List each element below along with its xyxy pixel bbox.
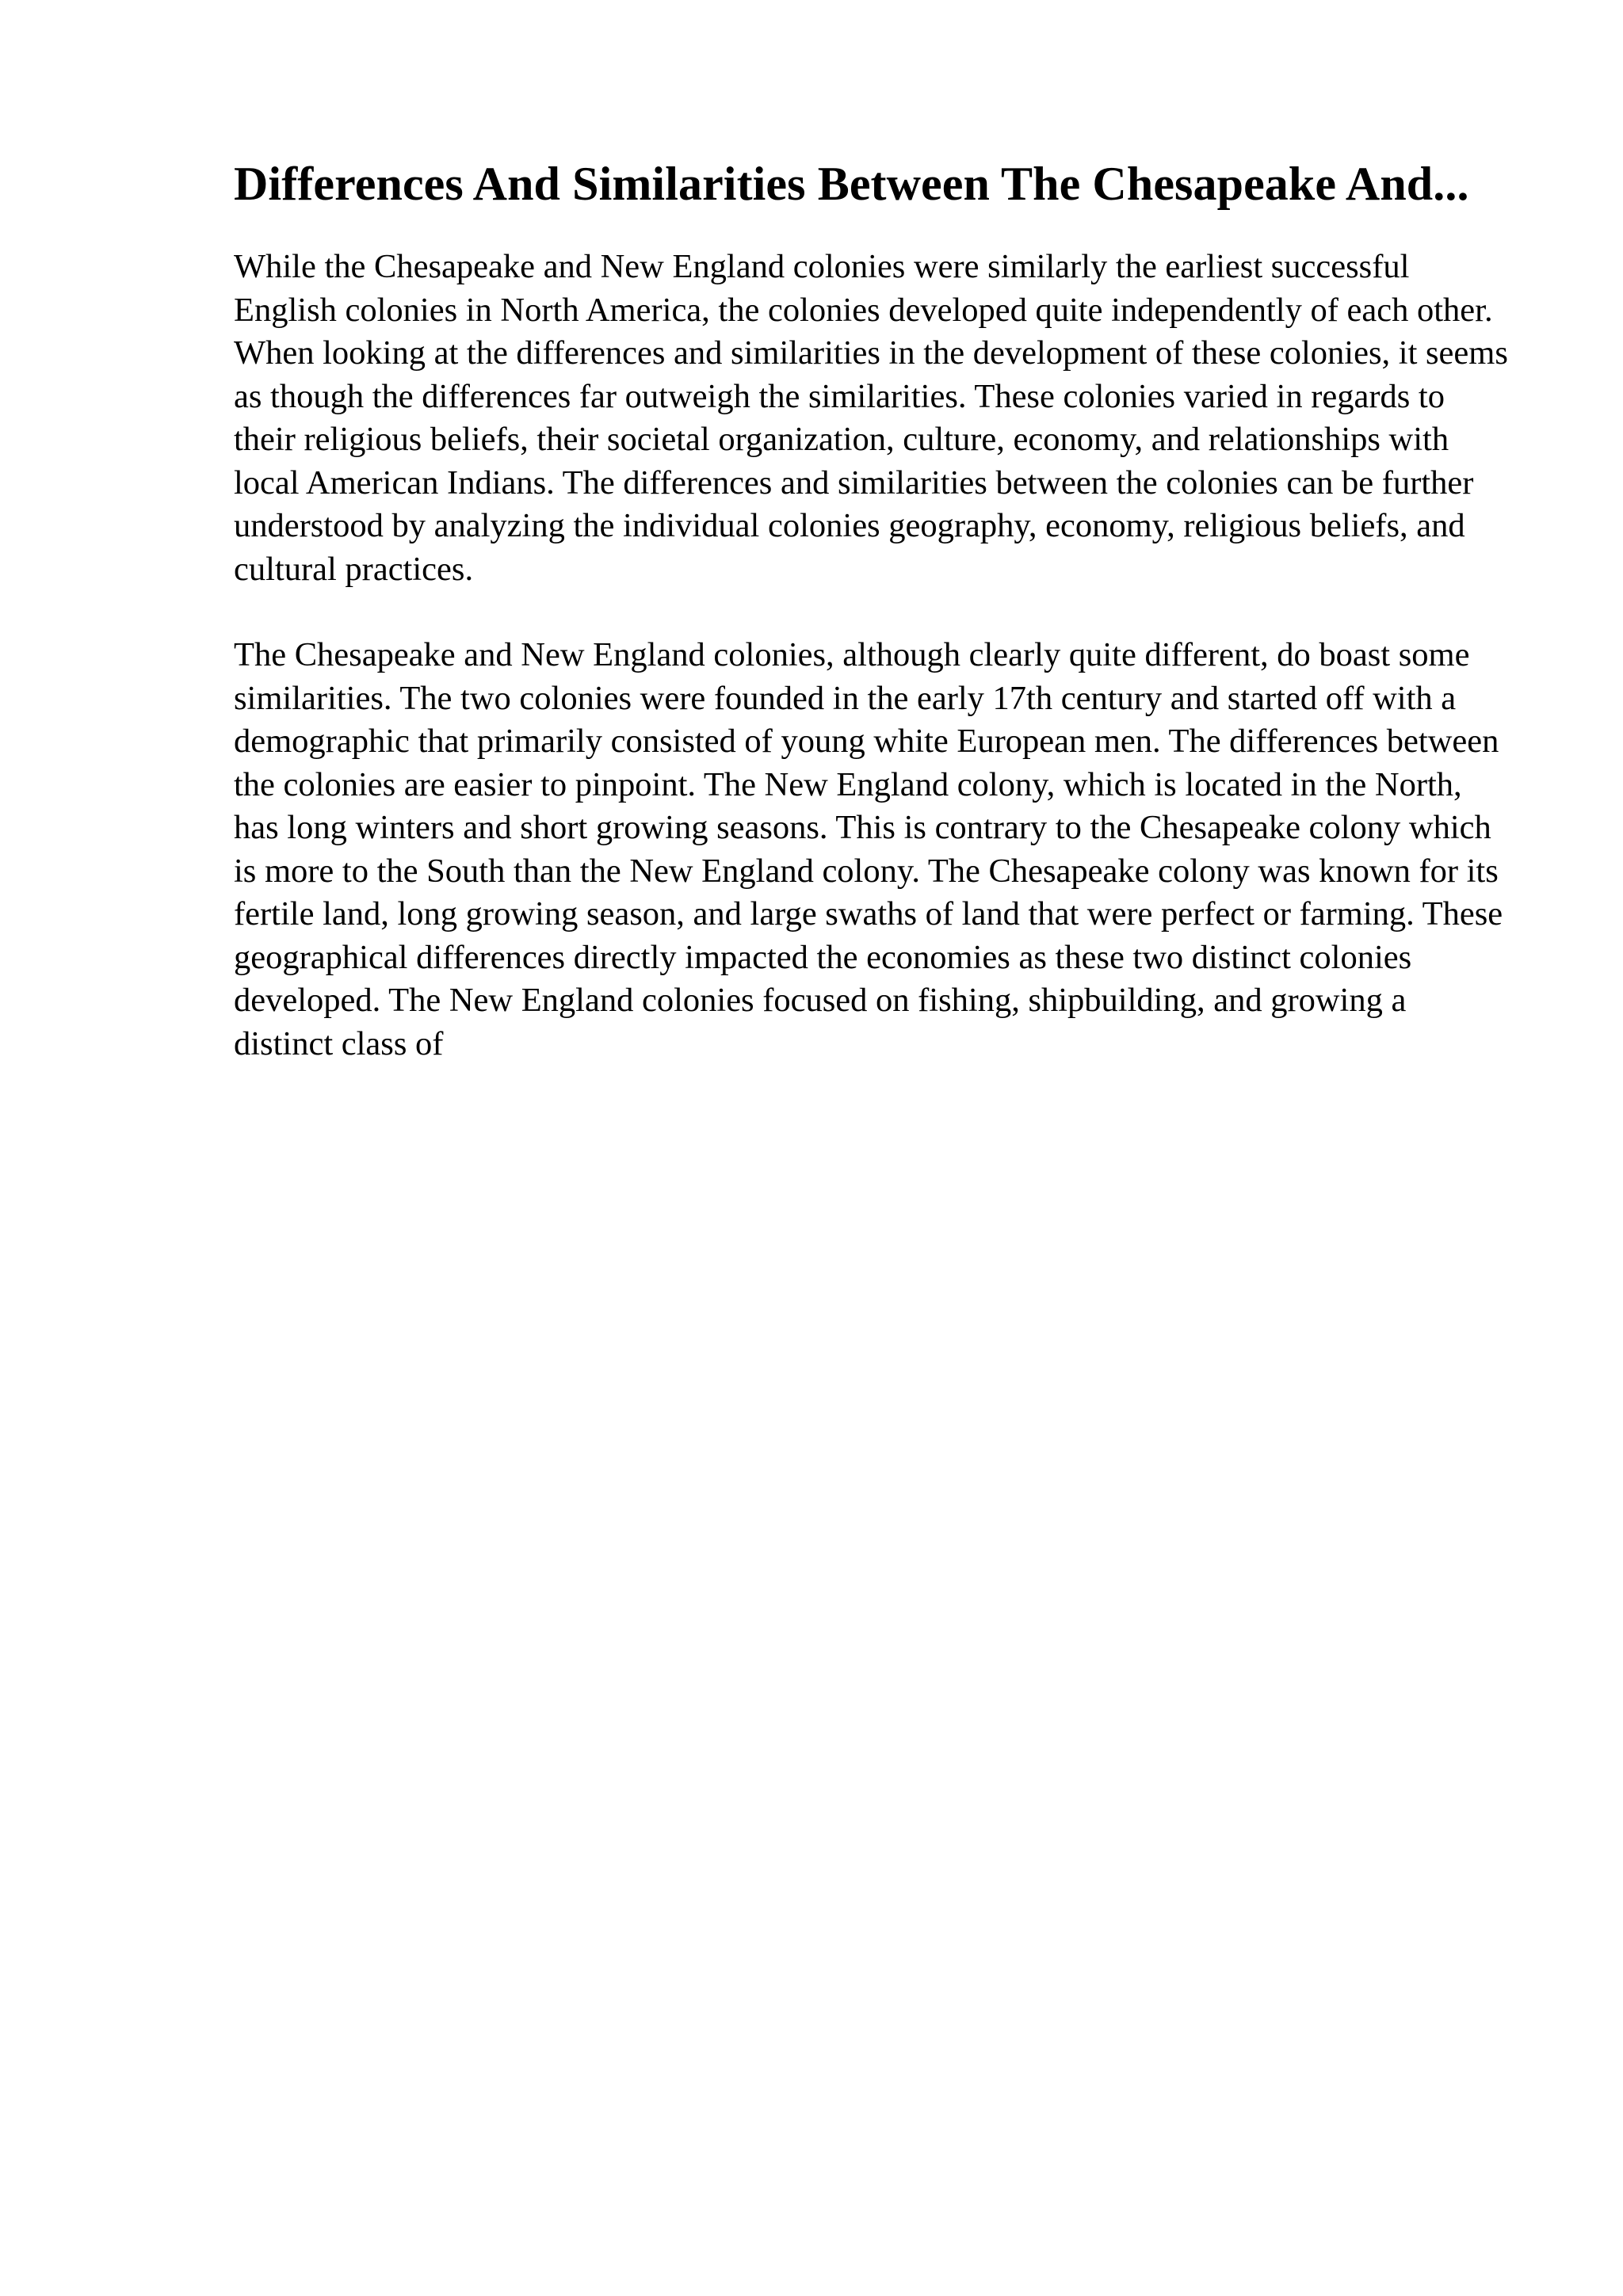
document-title: Differences And Similarities Between The Chesapeake And... — [234, 158, 1469, 210]
paragraph-comparison: The Chesapeake and New England colonies, although clearly quite different, do boast some similarities. The two colonies were founded in the early 17th century and started off with a demographic that primarily consisted of young white European men. The differences between the colonies are easier to pinpoint. The New England colony, which is located in the North, has long winters and short growing seasons. This is contrary to the Chesapeake colony which is more to the South than the New England colony. The Chesapeake colony was known for its fertile land, long growing season, and large swaths of land that were perfect or farming. These geographical differences directly impacted the economies as these two distinct colonies developed. The New England colonies focused on fishing, shipbuilding, and growing a distinct class of — [234, 636, 1503, 1062]
document-page — [234, 151, 1533, 1066]
paragraph-intro: While the Chesapeake and New England colonies were similarly the earliest successful English colonies in North America, the colonies developed quite independently of each other. When looking at the differences and similarities in the development of these colonies, it seems as though the differences far outweigh the similarities. These colonies varied in regards to their religious beliefs, their societal organization, culture, economy, and relationships with local American Indians. The differences and similarities between the colonies can be further understood by analyzing the individual colonies geography, economy, religious beliefs, and cultural practices. — [234, 248, 1508, 588]
